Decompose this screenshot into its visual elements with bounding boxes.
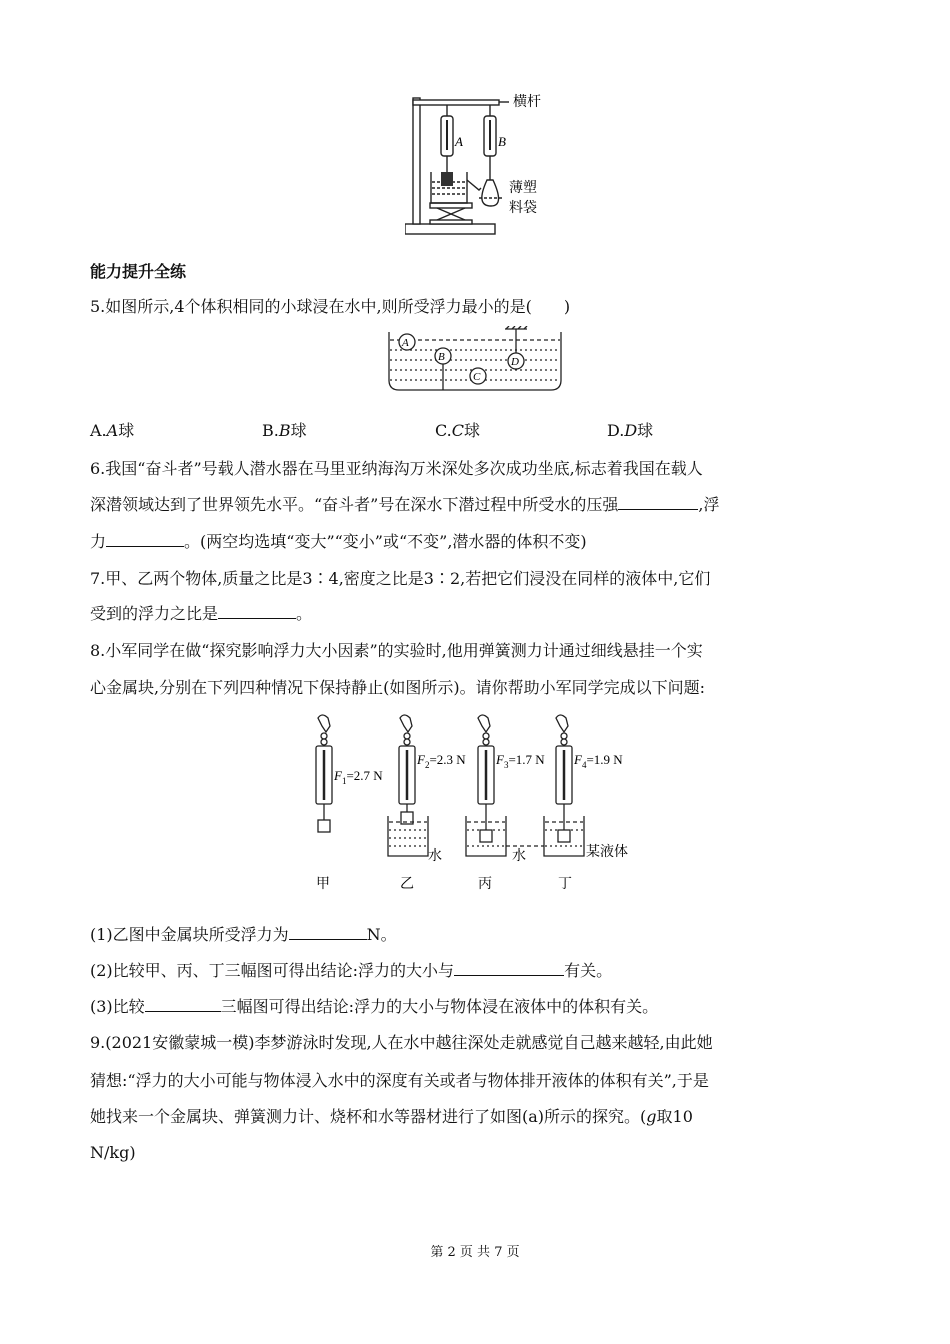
q9-line3-pre: 她找来一个金属块、弹簧测力计、烧杯和水等器材进行了如图(a)所示的探究。( xyxy=(90,1107,647,1126)
force-label-2: $F_2=2.3$ N xyxy=(417,752,466,770)
q5-option-b-suffix: 球 xyxy=(290,421,307,440)
q6-line3-pre: 力 xyxy=(90,532,107,551)
footer-total-pages: 7 xyxy=(494,1245,503,1260)
footer-mid: 页 共 xyxy=(459,1245,491,1260)
q6-line2-post: ,浮 xyxy=(698,495,720,514)
ball-label-c: C xyxy=(473,371,481,383)
q5-option-b[interactable] xyxy=(262,421,307,441)
label-balance-b: B xyxy=(498,134,506,149)
q7-line2 xyxy=(90,604,312,624)
q5-option-b-letter: B. xyxy=(262,421,279,440)
q9-line4: N/kg) xyxy=(90,1143,136,1162)
q7-blank-ratio[interactable] xyxy=(218,604,296,619)
q8-sub3-post: 三幅图可得出结论:浮力的大小与物体浸在液体中的体积有关。 xyxy=(220,997,659,1016)
liquid-label-other: 某液体 xyxy=(586,845,628,860)
q8-sub1-pre: (1)乙图中金属块所受浮力为 xyxy=(90,925,289,944)
q9-line3-post: 取10 xyxy=(656,1107,693,1126)
q8-blank-figures[interactable] xyxy=(145,997,221,1012)
q9-line3 xyxy=(90,1107,693,1127)
q8-line1: 8.小军同学在做“探究影响浮力大小因素”的实验时,他用弹簧测力计通过细线悬挂一个实 xyxy=(90,641,703,660)
force-label-1: $F_1=2.7$ N xyxy=(334,768,383,786)
q8-sub1 xyxy=(90,925,397,945)
q6-line2-pre: 深潜领域达到了世界领先水平。“奋斗者”号在深水下潜过程中所受水的压强 xyxy=(90,495,619,514)
label-balance-a: A xyxy=(455,134,463,149)
q7-line1: 7.甲、乙两个物体,质量之比是3∶4,密度之比是3∶2,若把它们浸没在同样的液体中,它们 xyxy=(90,569,711,588)
q6-blank-pressure[interactable] xyxy=(618,495,698,510)
q5-option-a-ball: A xyxy=(106,421,119,440)
q7-line2-post: 。 xyxy=(296,604,313,623)
q5-option-d-suffix: 球 xyxy=(637,421,654,440)
fig-balance-stand xyxy=(405,88,555,240)
label-crossbar: 横杆 xyxy=(513,95,541,110)
q6-line2 xyxy=(90,495,719,515)
ball-label-b: B xyxy=(438,351,445,363)
panel-label-jia: 甲 xyxy=(316,877,330,892)
section-title: 能力提升全练 xyxy=(90,262,187,281)
q9-line2: 猜想:“浮力的大小可能与物体浸入水中的深度有关或者与物体排开液体的体积有关”,于是 xyxy=(90,1071,709,1090)
q8-sub1-post: N。 xyxy=(366,925,397,944)
panel-label-bing: 丙 xyxy=(478,877,492,892)
q8-sub3 xyxy=(90,997,658,1017)
ball-label-a: A xyxy=(402,337,409,349)
footer-page-number: 2 xyxy=(447,1245,456,1260)
q8-sub2 xyxy=(90,961,612,981)
footer-pre: 第 xyxy=(430,1245,444,1260)
q5-stem: 5.如图所示,4个体积相同的小球浸在水中,则所受浮力最小的是( ) xyxy=(90,297,571,316)
liquid-label-water-2: 水 xyxy=(512,849,526,864)
q5-option-a-letter: A. xyxy=(90,421,107,440)
q5-option-d[interactable] xyxy=(607,421,653,441)
q5-option-c-letter: C. xyxy=(435,421,452,440)
q9-line3-g: g xyxy=(646,1107,657,1126)
q5-option-d-letter: D. xyxy=(607,421,625,440)
ball-label-d: D xyxy=(511,356,519,368)
q6-line1: 6.我国“奋斗者”号载人潜水器在马里亚纳海沟万米深处多次成功坐底,标志着我国在载人 xyxy=(90,459,703,478)
fig-spring-balance-experiment xyxy=(300,712,680,902)
q6-line3-post: 。(两空均选填“变大”“变小”或“不变”,潜水器的体积不变) xyxy=(184,532,587,551)
q6-blank-buoyancy[interactable] xyxy=(106,532,184,547)
q5-option-c[interactable] xyxy=(435,421,480,441)
q5-option-b-ball: B xyxy=(278,421,291,440)
q5-option-d-ball: D xyxy=(624,421,638,440)
q7-line2-pre: 受到的浮力之比是 xyxy=(90,604,219,623)
q5-option-c-ball: C xyxy=(451,421,465,440)
q5-option-c-suffix: 球 xyxy=(464,421,481,440)
q5-option-a-suffix: 球 xyxy=(118,421,135,440)
q8-line2: 心金属块,分别在下列四种情况下保持静止(如图所示)。请你帮助小军同学完成以下问题: xyxy=(90,678,705,697)
q5-option-a[interactable] xyxy=(90,421,134,441)
panel-label-yi: 乙 xyxy=(400,877,414,892)
q8-sub2-pre: (2)比较甲、丙、丁三幅图可得出结论:浮力的大小与 xyxy=(90,961,455,980)
q8-sub3-pre: (3)比较 xyxy=(90,997,145,1016)
q9-line1: 9.(2021安徽蒙城一模)李梦游泳时发现,人在水中越往深处走就感觉自己越来越轻,由此她 xyxy=(90,1033,713,1052)
force-label-4: $F_4=1.9$ N xyxy=(574,752,623,770)
label-bag-2: 料袋 xyxy=(509,201,537,216)
q8-sub2-post: 有关。 xyxy=(564,961,613,980)
footer-post: 页 xyxy=(506,1245,520,1260)
q8-blank-factor[interactable] xyxy=(454,961,564,976)
label-bag-1: 薄塑 xyxy=(509,181,537,196)
page-footer xyxy=(0,1244,950,1262)
liquid-label-water-1: 水 xyxy=(428,849,442,864)
panel-label-ding: 丁 xyxy=(558,877,572,892)
force-label-3: $F_3=1.7$ N xyxy=(496,752,545,770)
q8-blank-buoyancy[interactable] xyxy=(289,925,367,940)
fig-balls-in-water xyxy=(387,326,563,392)
q6-line3 xyxy=(90,532,587,552)
